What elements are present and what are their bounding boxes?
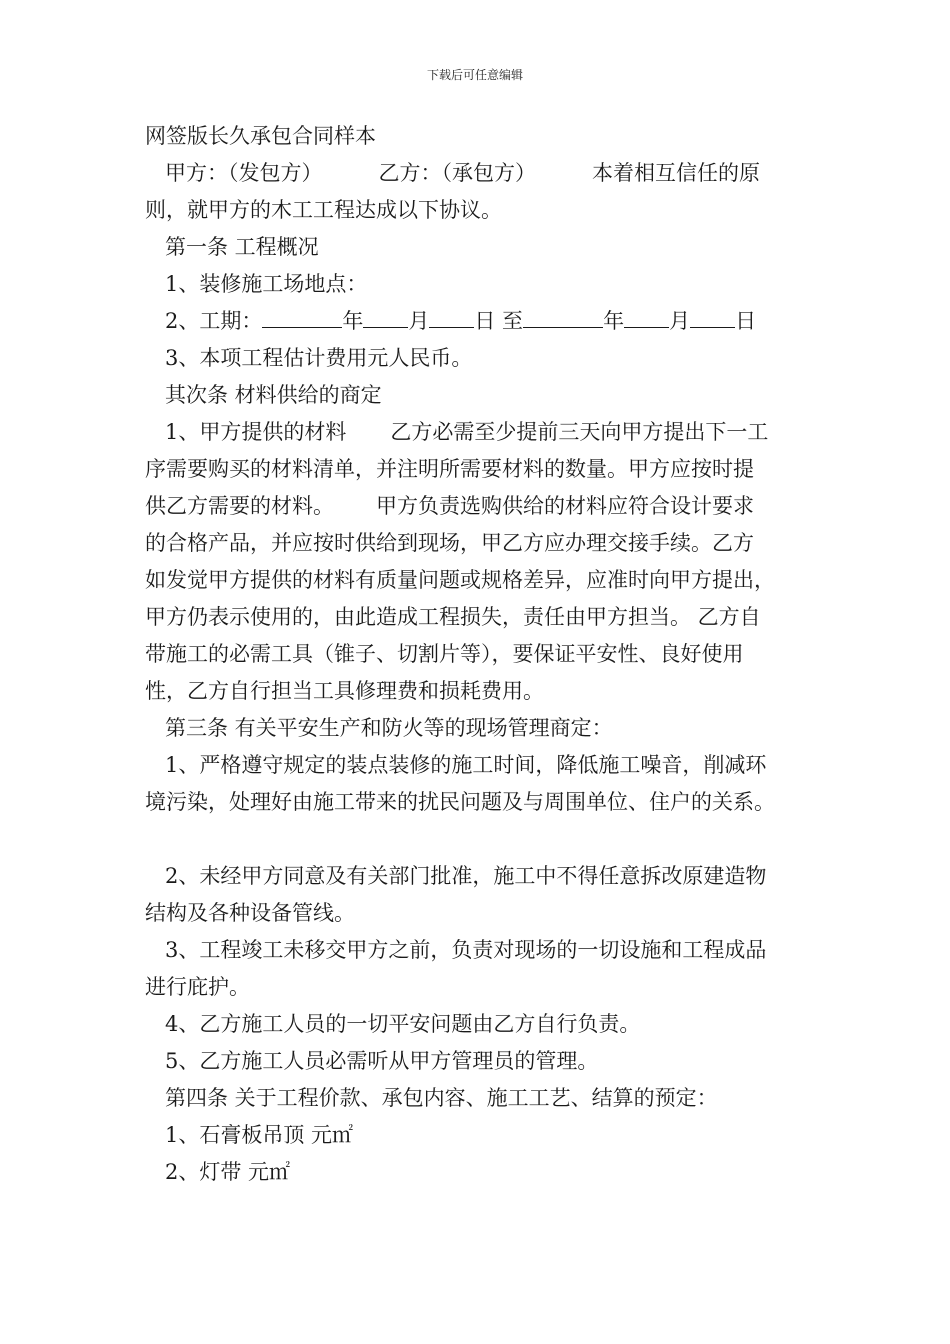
start-month-blank [363, 305, 408, 328]
article-2-item-1-label: 1、甲方提供的材料 [165, 420, 347, 444]
intro-line [145, 155, 835, 192]
intro-text-end: 则，就甲方的木工工程达成以下协议。 [145, 198, 502, 222]
paragraph-text: 乙方必需至少提前三天向甲方提出下一工 [390, 420, 769, 444]
article-4-heading: 第四条 关于工程价款、承包内容、施工工艺、结算的预定： [165, 1086, 718, 1110]
party-a: 甲方：（发包方） [165, 161, 323, 185]
article-2-line: 性，乙方自行担当工具修理费和损耗费用。 [145, 679, 544, 703]
article-2-heading: 其次条 材料供给的商定 [165, 383, 382, 407]
article-4-item-2: 2、灯带 元㎡ [165, 1160, 291, 1184]
end-year-blank [523, 305, 603, 328]
article-2-line [145, 414, 835, 451]
page-header: 下载后可任意编辑 [426, 68, 523, 82]
article-1-heading: 第一条 工程概况 [165, 235, 319, 259]
month-label: 月 [669, 309, 691, 333]
start-day-blank [429, 305, 474, 328]
article-2-line: 甲方仍表示使用的，由此造成工程损失，责任由甲方担当。 乙方自 [145, 605, 761, 629]
article-3-line: 5、乙方施工人员必需听从甲方管理员的管理。 [165, 1049, 599, 1073]
article-3-line: 3、工程竣工未移交甲方之前，负责对现场的一切设施和工程成品 [165, 938, 767, 962]
party-b: 乙方：（承包方） [378, 161, 536, 185]
article-1-item-2 [145, 303, 835, 340]
paragraph-text: 供乙方需要的材料。 [145, 494, 334, 518]
day-label: 日 [735, 309, 757, 333]
intro-text-start: 本着相互信任的原 [592, 161, 760, 185]
day-to-label: 日 至 [474, 309, 524, 333]
blank-line [145, 821, 835, 858]
article-2-line: 如发觉甲方提供的材料有质量问题或规格差异，应准时向甲方提出， [145, 568, 775, 592]
document-title: 网签版长久承包合同样本 [145, 124, 376, 148]
contract-document [145, 118, 835, 1191]
end-day-blank [690, 305, 735, 328]
article-2-line: 序需要购买的材料清单，并注明所需要材料的数量。甲方应按时提 [145, 457, 754, 481]
article-3-line: 进行庇护。 [145, 975, 250, 999]
end-month-blank [624, 305, 669, 328]
article-3-heading: 第三条 有关平安生产和防火等的现场管理商定： [165, 716, 613, 740]
article-2-line: 带施工的必需工具（锥子、切割片等），要保证平安性、良好使用 [145, 642, 744, 666]
article-3-line: 结构及各种设备管线。 [145, 901, 355, 925]
article-4-item-1: 1、石膏板吊顶 元㎡ [165, 1123, 354, 1147]
article-3-line: 4、乙方施工人员的一切平安问题由乙方自行负责。 [165, 1012, 641, 1036]
article-2-line: 的合格产品，并应按时供给到现场，甲乙方应办理交接手续。乙方 [145, 531, 754, 555]
article-1-item-1: 1、装修施工场地点： [165, 272, 368, 296]
article-3-line: 境污染，处理好由施工带来的扰民问题及与周围单位、住户的关系。 [145, 790, 775, 814]
month-label: 月 [408, 309, 430, 333]
article-1-item-3: 3、本项工程估计费用元人民币。 [165, 346, 473, 370]
period-label: 2、工期： [165, 309, 263, 333]
year-label: 年 [342, 309, 364, 333]
article-3-line: 2、未经甲方同意及有关部门批准，施工中不得任意拆改原建造物 [165, 864, 767, 888]
article-3-line: 1、严格遵守规定的装点装修的施工时间，降低施工噪音，削减环 [165, 753, 767, 777]
year-label: 年 [603, 309, 625, 333]
start-year-blank [262, 305, 342, 328]
paragraph-text: 甲方负责选购供给的材料应符合设计要求 [376, 494, 754, 518]
article-2-line [145, 488, 835, 525]
